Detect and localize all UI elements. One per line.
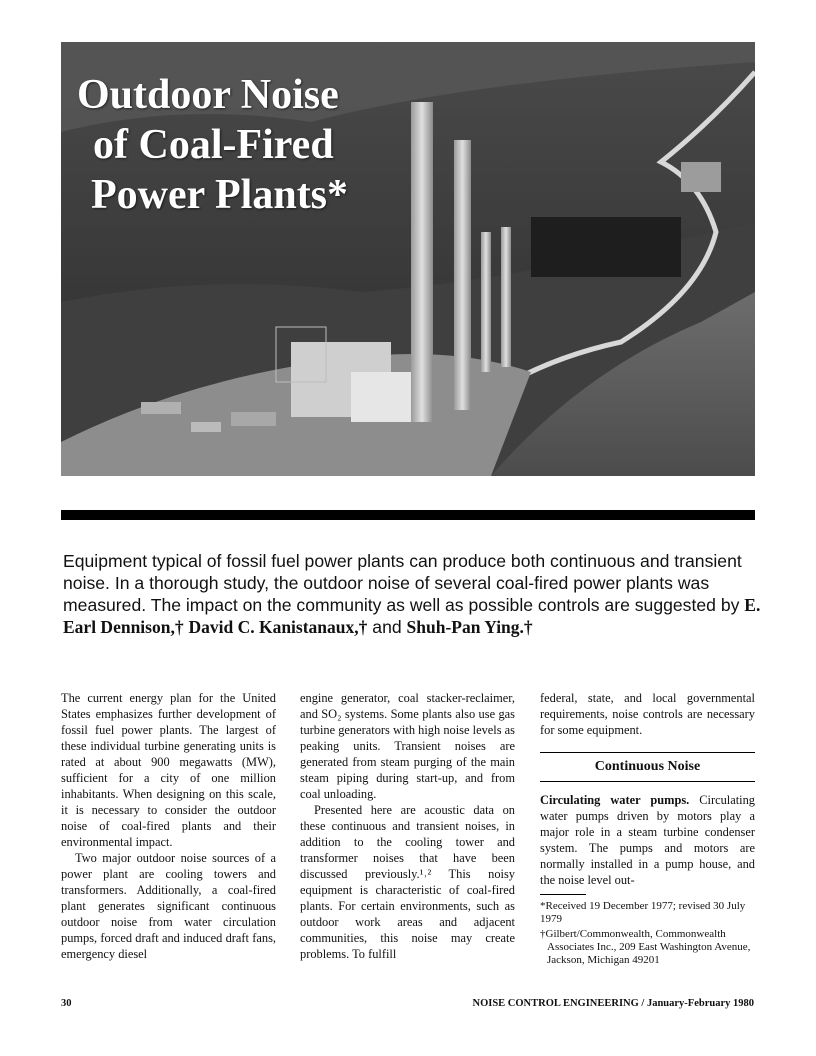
body-paragraph-3b: federal, state, and local governmental requirements, noise controls are necessary for some equipment. [540, 691, 755, 737]
title-line-1: Outdoor Noise [77, 72, 339, 118]
article-title [77, 70, 348, 220]
body-column-2 [300, 690, 515, 962]
author-3: Shuh-Pan Ying.† [406, 617, 533, 637]
body-paragraph-2a: Two major outdoor noise sources of a power plant are cooling towers and transformers. Additionally, a coal-fired plant generates significant continuous outdoor noise from water circulation pumps, forced draft and induced draft fans, emergency diesel [61, 851, 276, 961]
abstract [63, 550, 763, 638]
body-paragraph-2b: engine generator, coal stacker-reclaimer, and SO₂ systems. Some plants also use gas turbine generators with high noise levels as peaking units. Transient noises are generated from steam purging of the main steam piping during start-up, and from coal unloading. [300, 691, 515, 801]
body-paragraph-4 [540, 792, 755, 888]
body-paragraph-3a: Presented here are acoustic data on these continuous and transient noises, in addition to the cooling tower and transformer noises that have been discussed previously.¹˒² This noisy equipment is characteristic of coal-fired plants. For certain environments, such as outdoor work areas and adjacent communities, this noise may create problems. To fulfill [300, 803, 515, 961]
body-column-3 [540, 690, 755, 969]
page-number: 30 [61, 998, 72, 1009]
footnote-rule [540, 894, 586, 895]
author-2: David C. Kanistanaux,† [188, 617, 368, 637]
abstract-and: and [372, 617, 402, 637]
body-column-1 [61, 690, 276, 962]
body-paragraph-1: The current energy plan for the United States emphasizes further development of fossil fuel power plants. The largest of these individual turbine generating units is rated at about 900 megawatts (MW), sufficient for a city of one million inhabitants. When designing on this scale, it is necessary to consider the outdoor noise of coal-fired plants and their environmental impact. [61, 691, 276, 849]
title-line-2: of Coal-Fired [93, 122, 334, 168]
footnote-received: *Received 19 December 1977; revised 30 July 1979 [540, 900, 746, 925]
footnote-affiliation: †Gilbert/Commonwealth, Commonwealth Associates Inc., 209 East Washington Avenue, Jackson, Michigan 49201 [540, 928, 751, 966]
footnotes [540, 900, 755, 967]
title-line-3: Power Plants* [91, 172, 349, 218]
abstract-text: Equipment typical of fossil fuel power plants can produce both continuous and transient noise. In a thorough study, the outdoor noise of several coal-fired power plants was measured. The impact on the community as well as possible controls are suggested by [63, 551, 745, 615]
hero-photo [61, 42, 755, 476]
body-paragraph-4-text: Circulating water pumps driven by motors play a major role in a steam turbine condenser system. The pumps and motors are normally installed in a pump house, and the noise level out- [540, 793, 755, 887]
runin-heading: Circulating water pumps. [540, 793, 690, 807]
section-heading: Continuous Noise [540, 752, 755, 782]
author-1: E. Earl Dennison,† [63, 595, 761, 637]
title-rule-bar [61, 510, 755, 520]
running-footer: NOISE CONTROL ENGINEERING / January-February 1980 [472, 998, 754, 1009]
